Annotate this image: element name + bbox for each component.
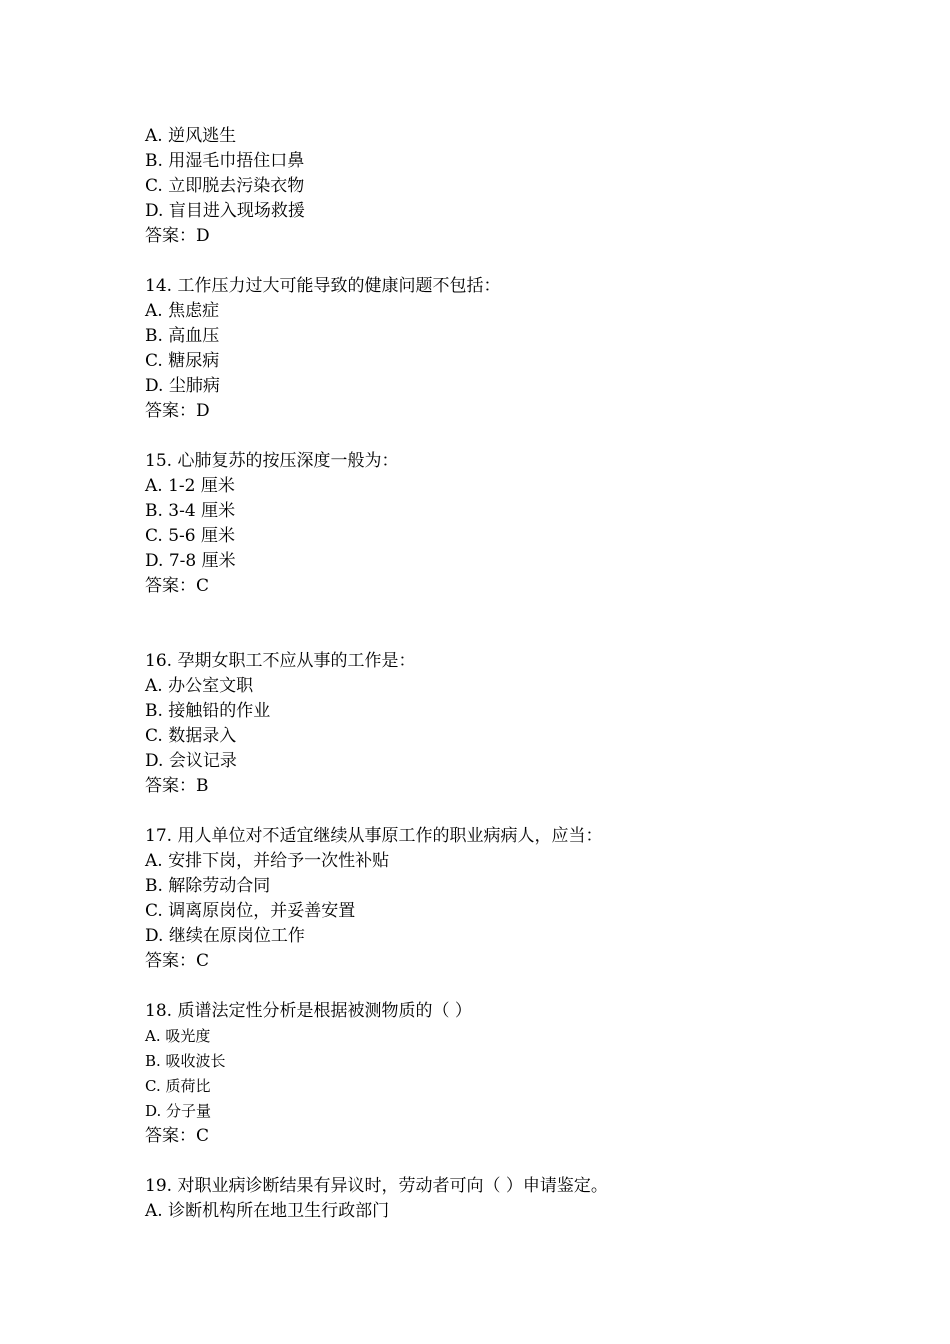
question-text: 15. 心肺复苏的按压深度一般为： <box>145 451 399 471</box>
answer: 答案：C <box>145 576 210 596</box>
option-d: D. 7-8 厘米 <box>145 551 236 571</box>
answer: 答案：C <box>145 951 210 971</box>
option-a: A. 办公室文职 <box>145 676 254 696</box>
option-a: A. 焦虑症 <box>145 301 220 321</box>
question-text: 14. 工作压力过大可能导致的健康问题不包括： <box>145 276 501 296</box>
question-16-block <box>145 649 905 799</box>
spacer <box>145 1149 905 1174</box>
option-d: D. 盲目进入现场救援 <box>145 201 305 221</box>
option-a: A. 安排下岗，并给予一次性补贴 <box>145 851 390 871</box>
option-a: A. 1-2 厘米 <box>145 476 235 496</box>
question-text: 19. 对职业病诊断结果有异议时，劳动者可向（ ）申请鉴定。 <box>145 1176 608 1196</box>
option-a: A. 诊断机构所在地卫生行政部门 <box>145 1201 390 1221</box>
question-13-block <box>145 124 905 249</box>
option-b: B. 3-4 厘米 <box>145 501 236 521</box>
option-b: B. 用湿毛巾捂住口鼻 <box>145 151 305 171</box>
question-19-block <box>145 1174 905 1224</box>
question-17-block <box>145 824 905 974</box>
option-c: C. 质荷比 <box>145 1077 211 1095</box>
option-c: C. 立即脱去污染衣物 <box>145 176 305 196</box>
option-a: A. 逆风逃生 <box>145 126 237 146</box>
answer: 答案：B <box>145 776 209 796</box>
option-b: B. 吸收波长 <box>145 1052 226 1070</box>
option-d: D. 会议记录 <box>145 751 237 771</box>
option-b: B. 解除劳动合同 <box>145 876 271 896</box>
option-c: C. 调离原岗位，并妥善安置 <box>145 901 356 921</box>
option-d: D. 分子量 <box>145 1102 212 1120</box>
answer: 答案：D <box>145 226 210 246</box>
option-c: C. 5-6 厘米 <box>145 526 235 546</box>
question-18-block <box>145 999 905 1149</box>
spacer <box>145 599 905 649</box>
option-b: B. 接触铅的作业 <box>145 701 271 721</box>
answer: 答案：D <box>145 401 210 421</box>
spacer <box>145 974 905 999</box>
option-b: B. 高血压 <box>145 326 220 346</box>
option-a: A. 吸光度 <box>145 1027 211 1045</box>
answer: 答案：C <box>145 1126 210 1146</box>
question-text: 18. 质谱法定性分析是根据被测物质的（ ） <box>145 1001 472 1021</box>
option-d: D. 继续在原岗位工作 <box>145 926 305 946</box>
question-15-block <box>145 449 905 599</box>
spacer <box>145 799 905 824</box>
spacer <box>145 249 905 274</box>
spacer <box>145 424 905 449</box>
question-text: 17. 用人单位对不适宜继续从事原工作的职业病病人，应当： <box>145 826 603 846</box>
option-c: C. 糖尿病 <box>145 351 220 371</box>
question-14-block <box>145 274 905 424</box>
option-c: C. 数据录入 <box>145 726 237 746</box>
document-page <box>145 124 905 1224</box>
question-text: 16. 孕期女职工不应从事的工作是： <box>145 651 416 671</box>
option-d: D. 尘肺病 <box>145 376 220 396</box>
